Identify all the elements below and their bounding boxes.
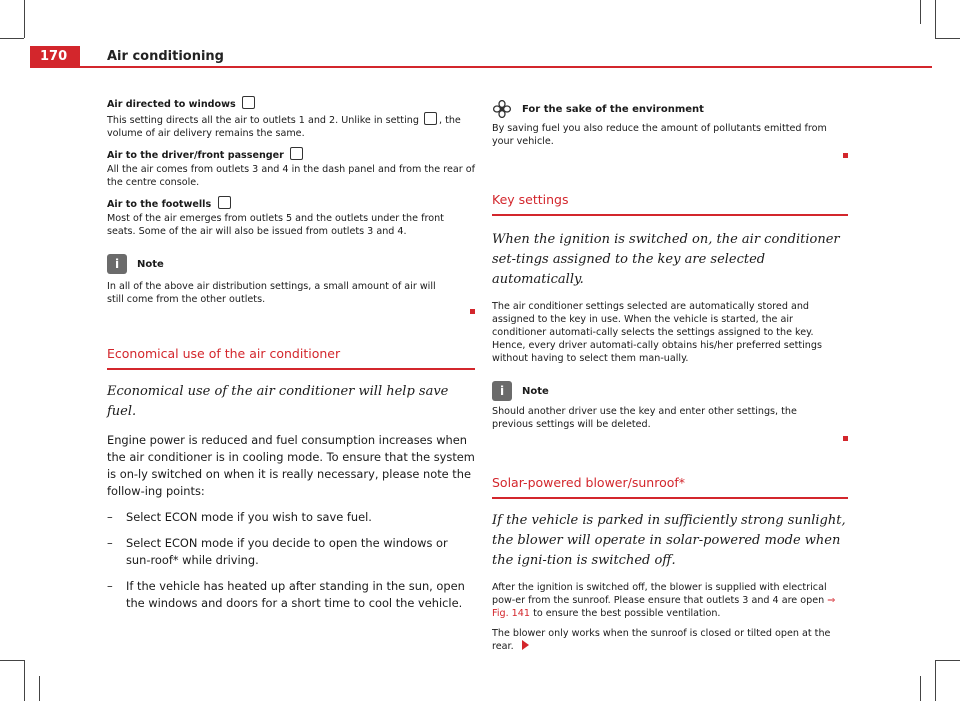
note-icon: i (492, 381, 512, 401)
note-header (107, 254, 475, 274)
footwell-air-icon (218, 196, 231, 209)
footwells-paragraph: Most of the air emerges from outlets 5 and the outlets under the front seats. Some of the air will also be issued from outlets 3 and 4. (107, 213, 444, 237)
note-header (492, 381, 848, 401)
solar-title: Solar-powered blower/sunroof* (492, 475, 848, 499)
crop-mark (24, 660, 25, 701)
driver-heading (107, 147, 475, 163)
key-settings-body: The air conditioner settings selected are automatically stored and assigned to the key in use. When the vehicle is started, the air conditioner automati-cally selects the settings assigned to the key. Hence, every driver automati-cally obtains his/her preferred settings without having to select them man-ually. (492, 301, 822, 364)
crop-mark (0, 660, 24, 661)
figure-link[interactable]: ⇒ Fig. 141 (492, 595, 836, 619)
list-item: – Select ECON mode if you decide to open the windows or sun-roof* while driving. (107, 535, 475, 569)
note-label: Note (137, 258, 164, 270)
crop-mark (935, 38, 960, 39)
tips-list (107, 509, 475, 612)
note-text: In all of the above air distribution settings, a small amount of air will still come from the other outlets. (107, 281, 436, 305)
crop-mark (0, 38, 24, 39)
list-item: – Select ECON mode if you wish to save fuel. (107, 509, 475, 526)
page-number: 170 (30, 46, 80, 66)
crop-mark (935, 0, 936, 38)
section-title: Economical use of the air conditioner (107, 346, 475, 370)
solar-intro: If the vehicle is parked in sufficiently strong sunlight, the blower will operate in solar-powered mode when the igni-tion is switched off. (492, 513, 846, 568)
right-column (492, 103, 848, 660)
crop-mark (935, 660, 936, 701)
footwells-heading (107, 196, 475, 212)
windows-paragraph (107, 112, 475, 140)
env-title: For the sake of the environment (522, 103, 704, 115)
crop-mark (920, 0, 921, 24)
driver-air-icon (290, 147, 303, 160)
driver-paragraph: All the air comes from outlets 3 and 4 in the dash panel and from the rear of the centre console. (107, 164, 475, 188)
list-item: – If the vehicle has heated up after standing in the sun, open the windows and doors for a short time to cool the vehicle. (107, 578, 475, 612)
section-body: Engine power is reduced and fuel consumption increases when the air conditioner is in cooling mode. To ensure that the system is on-ly switched on when it is really necessary, please note the follow-ing points: (107, 433, 475, 498)
solar-body-2-text: The blower only works when the sunroof is closed or tilted open at the rear. (492, 628, 831, 652)
section-end-mark (843, 153, 848, 158)
solar-body-text: After the ignition is switched off, the blower is supplied with electrical pow-er from the sunroof. Please ensure that outlets 3 and 4 are open (492, 582, 827, 606)
note-icon: i (107, 254, 127, 274)
solar-body (492, 581, 848, 620)
header-rule (30, 66, 932, 68)
windshield-air-icon (242, 96, 255, 109)
key-settings-title: Key settings (492, 192, 848, 216)
windows-text-end: , the volume of air delivery remains the same. (107, 115, 461, 139)
page-title: Air conditioning (107, 49, 224, 64)
crop-mark (935, 660, 960, 661)
note-label: Note (522, 385, 549, 397)
crop-mark (39, 676, 40, 701)
solar-body-2 (492, 627, 848, 653)
recirculation-icon (424, 112, 437, 125)
note-text: Should another driver use the key and enter other settings, the previous settings will be deleted. (492, 406, 797, 430)
solar-body-text-end: to ensure the best possible ventilation. (533, 608, 721, 619)
section-intro: Economical use of the air conditioner will help save fuel. (107, 384, 449, 419)
crop-mark (920, 676, 921, 701)
driver-title: Air to the driver/front passenger (107, 150, 284, 161)
env-header (492, 100, 848, 118)
section-end-mark (843, 436, 848, 441)
left-column (107, 96, 475, 621)
environment-icon (492, 100, 512, 118)
windows-title: Air directed to windows (107, 99, 236, 110)
windows-text: This setting directs all the air to outlets 1 and 2. Unlike in setting (107, 115, 419, 126)
windows-heading (107, 96, 475, 112)
env-text: By saving fuel you also reduce the amount of pollutants emitted from your vehicle. (492, 123, 827, 147)
continue-arrow-icon (522, 640, 529, 650)
crop-mark (24, 0, 25, 38)
section-end-mark (470, 309, 475, 314)
footwells-title: Air to the footwells (107, 199, 212, 210)
key-settings-intro: When the ignition is switched on, the air conditioner set-tings assigned to the key are selected automatically. (492, 232, 840, 287)
